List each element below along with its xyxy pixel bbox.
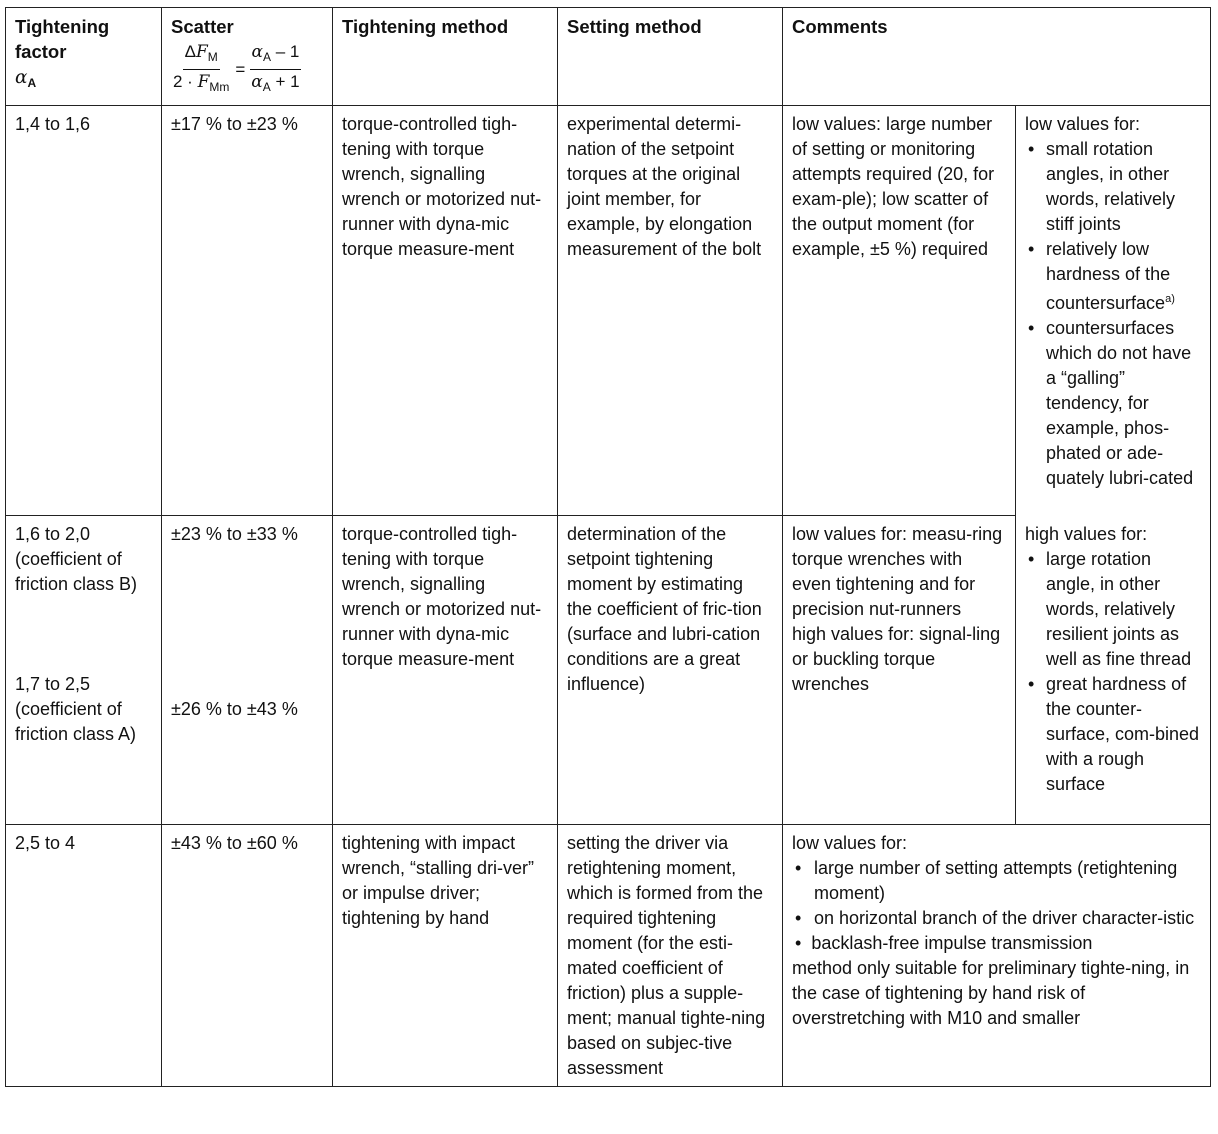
list-item: • large number of setting attempts (retightening moment) xyxy=(792,856,1201,906)
header-comments: Comments xyxy=(783,8,1211,106)
factor-class-a: 1,7 to 2,5 (coefficient of friction class A) xyxy=(15,674,137,744)
scatter-class-a: ±26 % to ±43 % xyxy=(171,699,298,719)
footnote-marker: a) xyxy=(1165,293,1175,305)
factor-class-b: 1,6 to 2,0 (coefficient of friction class B) xyxy=(15,524,138,594)
list-item: • countersurfaces which do not have a “galling” tendency, for example, phos-phated or ade-quately lubri-cated xyxy=(1025,316,1201,491)
row2-comment: low values for: measu-ring torque wrenches with even tightening and for precision nut-runners high values for: signal-ling or buckling torque wrenches xyxy=(783,516,1016,825)
row1-side-comment xyxy=(1016,106,1211,516)
row3-comment xyxy=(783,825,1211,1087)
header-row xyxy=(6,8,1211,106)
list-item: • small rotation angles, in other words, relatively stiff joints xyxy=(1025,137,1201,237)
table-row xyxy=(6,106,1211,516)
row2-tightening-method: torque-controlled tigh-tening with torque wrench, signalling wrench or motorized nut-runner with dyna-mic torque measure-ment xyxy=(333,516,558,825)
header-scatter-label: Scatter xyxy=(171,16,234,37)
row1-factor: 1,4 to 1,6 xyxy=(6,106,162,516)
row3-comment-title: low values for: xyxy=(792,833,908,853)
header-tightening-method: Tightening method xyxy=(333,8,558,106)
table-row xyxy=(6,825,1211,1087)
row3-comment-list xyxy=(792,856,1201,931)
list-item: • relatively low hardness of the countersurface$^{a)}$ xyxy=(1025,237,1201,316)
side-low-list xyxy=(1025,137,1201,491)
table-row xyxy=(6,516,1211,825)
header-factor-label: Tightening factor xyxy=(15,16,110,62)
list-item: • backlash-free impulse transmission xyxy=(792,931,1201,956)
list-item: • on horizontal branch of the driver character-istic xyxy=(792,906,1201,931)
row3-tightening-method: tightening with impact wrench, “stalling dri-ver” or impulse driver; tightening by hand xyxy=(333,825,558,1087)
header-tightening-factor xyxy=(6,8,162,106)
row3-comment-tail: method only suitable for preliminary tighte-ning, in the case of tightening by hand risk of overstretching with M10 and smaller xyxy=(792,958,1190,1028)
side-high-list xyxy=(1025,547,1201,797)
row2-scatter xyxy=(162,516,333,825)
row1-tightening-method: torque-controlled tigh-tening with torque wrench, signalling wrench or motorized nut-runner with dyna-mic torque measure-ment xyxy=(333,106,558,516)
side-low-title: low values for: xyxy=(1025,114,1141,134)
side-high-title: high values for: xyxy=(1025,523,1148,544)
header-factor-symbol: $\alpha_A$ xyxy=(15,67,37,90)
scatter-class-b: ±23 % to ±33 % xyxy=(171,524,298,544)
list-item: • large rotation angle, in other words, relatively resilient joints as well as fine thread xyxy=(1025,547,1201,672)
row1-scatter: ±17 % to ±23 % xyxy=(162,106,333,516)
row3-setting-method: setting the driver via retightening moment, which is formed from the required tightening moment (for the esti-mated coefficient of friction) plus a supple-ment; manual tighte-ning based on subjec-tive assessment xyxy=(558,825,783,1087)
list-item: • great hardness of the counter-surface, com-bined with a rough surface xyxy=(1025,672,1201,797)
row3-factor: 2,5 to 4 xyxy=(6,825,162,1087)
header-setting-method: Setting method xyxy=(558,8,783,106)
tightening-factor-table xyxy=(5,7,1211,1087)
row1-setting-method: experimental determi-nation of the setpoint torques at the original joint member, for example, by elongation measurement of the bolt xyxy=(558,106,783,516)
row2-setting-method: determination of the setpoint tightening moment by estimating the coefficient of fric-tion (surface and lubri-cation conditions are a great influence) xyxy=(558,516,783,825)
row2-factor xyxy=(6,516,162,825)
scatter-formula: $\frac{\Delta F_M}{2 \cdot F_{Mm}}$ = $\frac{\alpha_A - 1}{\alpha_A + 1}$ xyxy=(173,42,300,94)
row1-comment: low values: large number of setting or monitoring attempts required (20, for exam-ple); low scatter of the output moment (for example, ±5 %) required xyxy=(783,106,1016,516)
header-scatter xyxy=(162,8,333,106)
row3-scatter: ±43 % to ±60 % xyxy=(162,825,333,1087)
row2-side-comment xyxy=(1016,516,1211,825)
